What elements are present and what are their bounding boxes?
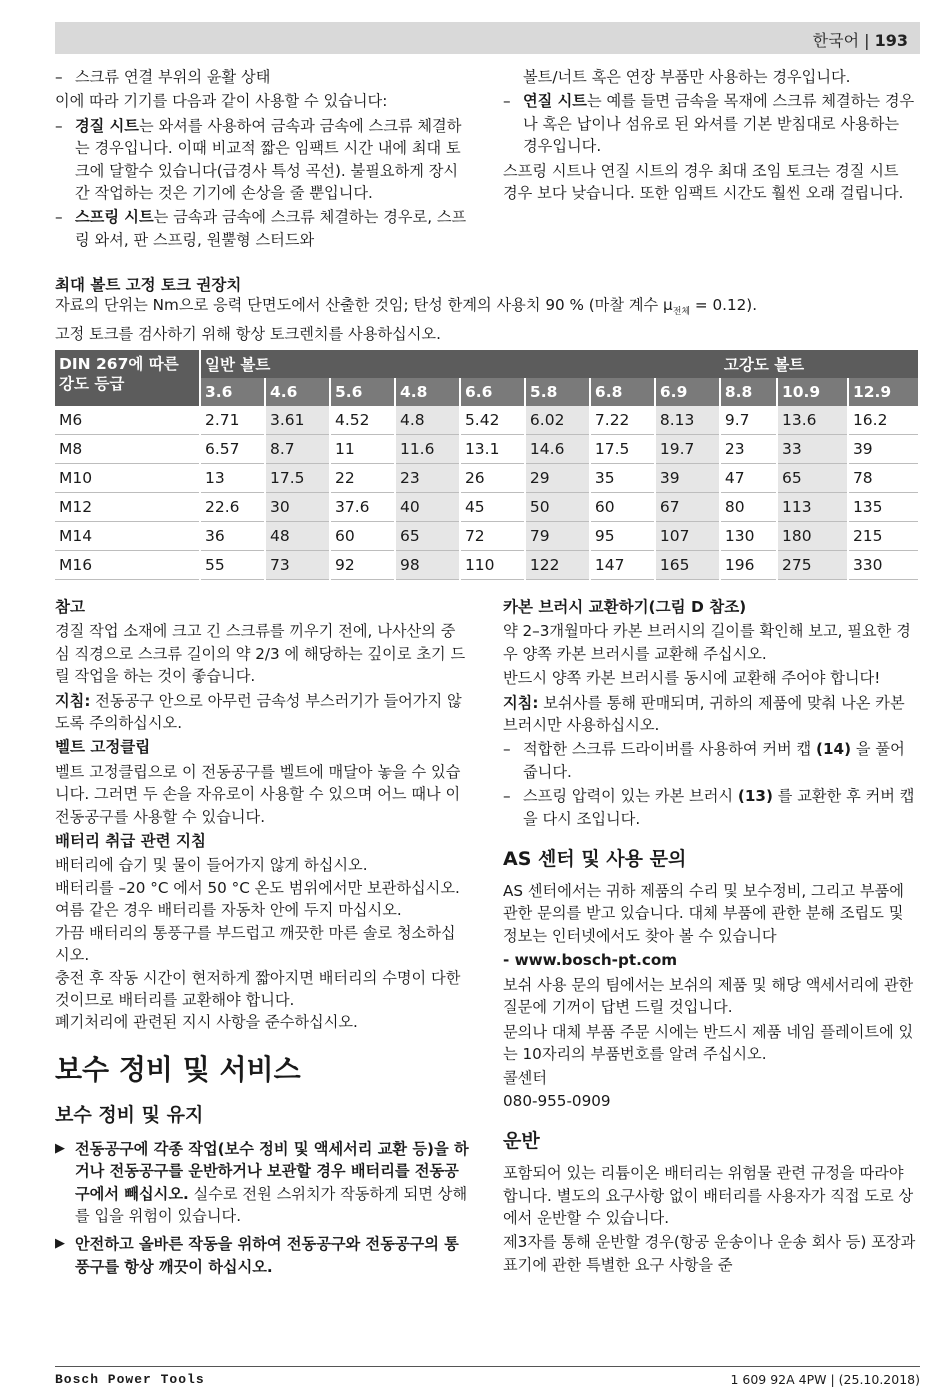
torque-value-cell: 37.6 — [330, 493, 395, 522]
warning-remove-battery: ▶ 전동공구에 각종 작업(보수 정비 및 액세서리 교환 등)을 하거나 전동공구를 운반하거나 보관할 경우 배터리를 전동공구에서 빼십시오. 실수로 전원 스위치가 작동하게 되면 상해를 입을 위험이 있습니다. — [55, 1139, 469, 1225]
carbon-brush-title: 카본 브러시 교환하기(그림 D 참조) — [503, 598, 747, 616]
torque-value-cell: 6.57 — [200, 435, 265, 464]
bolt-size-cell: M16 — [55, 551, 200, 580]
torque-value-cell: 14.6 — [525, 435, 590, 464]
page-header — [55, 22, 920, 54]
torque-value-cell: 55 — [200, 551, 265, 580]
list-item-soft-seat: – 연질 시트는 예를 들면 금속을 목재에 스크류 체결하는 경우나 혹은 납이나 섬유로 된 와셔를 기본 받침대로 사용하는 경우입니다. — [503, 92, 915, 156]
torque-value-cell: 79 — [525, 522, 590, 551]
torque-value-cell: 8.7 — [265, 435, 330, 464]
metal-debris-note: 지침: 전동공구 안으로 아무런 금속성 부스러기가 들어가지 않도록 주의하십시오. — [55, 691, 462, 733]
torque-value-cell: 40 — [395, 493, 460, 522]
torque-value-cell: 147 — [590, 551, 655, 580]
torque-value-cell: 98 — [395, 551, 460, 580]
reference-title: 참고 — [55, 598, 85, 616]
torque-value-cell: 275 — [777, 551, 848, 580]
grade-header: 5.8 — [525, 378, 590, 406]
table-row — [55, 464, 919, 493]
bosch-logo: Bosch Power Tools — [55, 1372, 205, 1387]
battery-text: 배터리를 –20 °C 에서 50 °C 온도 범위에서만 보관하십시오. 여름 같은 경우 배터리를 자동차 안에 두지 마십시오. — [55, 878, 460, 920]
torque-value-cell: 67 — [655, 493, 720, 522]
top-right-column — [503, 66, 918, 206]
torque-value-cell: 13.6 — [777, 406, 848, 435]
battery-text: 배터리에 습기 및 물이 들어가지 않게 하십시오. — [55, 856, 368, 875]
table-row — [55, 522, 919, 551]
torque-value-cell: 39 — [655, 464, 720, 493]
grade-header: 4.8 — [395, 378, 460, 406]
website-link[interactable]: - www.bosch-pt.com — [503, 951, 678, 970]
list-item-continued: 볼트/너트 혹은 연장 부품만 사용하는 경우입니다. — [523, 68, 851, 86]
torque-title: 최대 볼트 고정 토크 권장치 — [55, 276, 242, 294]
torque-value-cell: 107 — [655, 522, 720, 551]
header-language: 한국어 — [812, 31, 860, 50]
torque-value-cell: 16.2 — [848, 406, 919, 435]
torque-value-cell: 2.71 — [200, 406, 265, 435]
list-item-hard-seat: – 경질 시트는 와셔를 사용하여 금속과 금속에 스크류 체결하는 경우입니다. 이때 비교적 짧은 임팩트 시간 내에 최대 토크에 달할수 있습니다(급경사 특성 곡선). 불필요하게 장시간 작업하는 것은 기기에 손상을 줄 뿐입니다. — [55, 116, 462, 203]
torque-value-cell: 65 — [395, 522, 460, 551]
grade-header: 3.6 — [200, 378, 265, 406]
torque-value-cell: 3.61 — [265, 406, 330, 435]
bolt-size-cell: M14 — [55, 522, 200, 551]
lower-left-column — [55, 596, 470, 1284]
torque-value-cell: 8.13 — [655, 406, 720, 435]
grade-header: 6.8 — [590, 378, 655, 406]
bolt-size-cell: M8 — [55, 435, 200, 464]
torque-value-cell: 130 — [720, 522, 777, 551]
reference-text: 경질 작업 소재에 크고 긴 스크류를 끼우기 전에, 나사산의 중심 직경으로 스크류 길이의 약 2/3 에 해당하는 깊이로 초기 드릴 작업을 하는 것이 좋습니다. — [55, 622, 466, 686]
seat-summary: 스프링 시트나 연질 시트의 경우 최대 조임 토크는 경질 시트 경우 보다 낮습니다. 또한 임팩트 시간도 훨씬 오래 걸립니다. — [503, 161, 904, 203]
carbon-brush-note: 지침: 보쉬사를 통해 판매되며, 귀하의 제품에 맞춰 나온 카본 브러시만 사용하십시오. — [503, 693, 905, 735]
torque-value-cell: 17.5 — [590, 435, 655, 464]
torque-table — [55, 350, 920, 580]
torque-value-cell: 80 — [720, 493, 777, 522]
page-number: 193 — [874, 31, 908, 50]
torque-value-cell: 9.7 — [720, 406, 777, 435]
torque-value-cell: 47 — [720, 464, 777, 493]
torque-value-cell: 72 — [460, 522, 525, 551]
torque-value-cell: 330 — [848, 551, 919, 580]
grade-header: 5.6 — [330, 378, 395, 406]
grade-header: 4.6 — [265, 378, 330, 406]
call-center-number: 080-955-0909 — [503, 1091, 611, 1110]
triangle-bullet-icon: ▶ — [55, 1140, 65, 1156]
torque-value-cell: 17.5 — [265, 464, 330, 493]
as-center-text: AS 센터에서는 귀하 제품의 수리 및 보수정비, 그리고 부품에 관한 문의를 받고 있습니다. 대체 부품에 관한 분해 조립도 및 정보는 인터넷에서도 찾아 볼 수 있습니다 — [503, 882, 904, 945]
torque-value-cell: 13 — [200, 464, 265, 493]
torque-note: 자료의 단위는 Nm으로 응력 단면도에서 산출한 것임; 탄성 한계의 사용치 90 % (마찰 계수 $\mu_{전체} = 0.12$). 고정 토크를 검사하기 위해 항상 토크렌치를 사용하십시오. — [55, 296, 758, 343]
torque-value-cell: 92 — [330, 551, 395, 580]
call-center-label: 콜센터 — [503, 1069, 548, 1088]
torque-value-cell: 4.52 — [330, 406, 395, 435]
triangle-bullet-icon: ▶ — [55, 1236, 65, 1252]
torque-value-cell: 35 — [590, 464, 655, 493]
torque-value-cell: 36 — [200, 522, 265, 551]
din-header: DIN 267에 따른 강도 등급 — [55, 350, 200, 406]
torque-value-cell: 5.42 — [460, 406, 525, 435]
belt-clip-title: 벨트 고정클립 — [55, 738, 151, 757]
service-title: 보수 정비 및 서비스 — [55, 1052, 301, 1086]
list-item-spring-seat: – 스프링 시트는 금속과 금속에 스크류 체결하는 경우로, 스프링 와셔, 판 스프링, 원뿔형 스터드와 — [55, 208, 467, 249]
torque-value-cell: 23 — [720, 435, 777, 464]
torque-value-cell: 11 — [330, 435, 395, 464]
top-left-column — [55, 66, 470, 253]
grade-header: 12.9 — [848, 378, 919, 406]
step-remove-cap: – 적합한 스크류 드라이버를 사용하여 커버 캡 (14) 을 풀어 줍니다. — [503, 740, 905, 781]
torque-value-cell: 48 — [265, 522, 330, 551]
torque-value-cell: 39 — [848, 435, 919, 464]
transport-text: 포함되어 있는 리튬이온 배터리는 위험물 관련 규정을 따라야 합니다. 별도의 요구사항 없이 배터리를 사용자가 직접 도로 상에서 운반할 수 있습니다. — [503, 1164, 914, 1227]
maintenance-title: 보수 정비 및 유지 — [55, 1103, 204, 1126]
torque-value-cell: 180 — [777, 522, 848, 551]
torque-value-cell: 29 — [525, 464, 590, 493]
torque-value-cell: 110 — [460, 551, 525, 580]
battery-text: 충전 후 작동 시간이 현저하게 짧아지면 배터리의 수명이 다한 것이므로 배터리를 교환해야 합니다. — [55, 968, 461, 1009]
torque-value-cell: 22.6 — [200, 493, 265, 522]
as-center-text: 보쉬 사용 문의 팀에서는 보쉬의 제품 및 해당 액세서리에 관한 질문에 기꺼이 답변 드릴 것입니다. — [503, 975, 914, 1017]
warning-keep-clean: ▶ 안전하고 올바른 작동을 위하여 전동공구와 전동공구의 통풍구를 항상 깨끗이 하십시오. — [55, 1235, 459, 1276]
document-code: 1 609 92A 4PW | (25.10.2018) — [730, 1372, 920, 1387]
torque-value-cell: 196 — [720, 551, 777, 580]
torque-value-cell: 4.8 — [395, 406, 460, 435]
high-strength-bolt-header: 고강도 볼트 — [720, 350, 919, 378]
torque-value-cell: 26 — [460, 464, 525, 493]
torque-value-cell: 45 — [460, 493, 525, 522]
grade-header: 8.8 — [720, 378, 777, 406]
battery-text: 폐기처리에 관련된 지시 사항을 준수하십시오. — [55, 1013, 358, 1032]
table-row — [55, 406, 919, 435]
battery-title: 배터리 취급 관련 지침 — [55, 832, 206, 851]
torque-value-cell: 122 — [525, 551, 590, 580]
torque-value-cell: 11.6 — [395, 435, 460, 464]
torque-value-cell: 113 — [777, 493, 848, 522]
grade-header: 6.6 — [460, 378, 525, 406]
torque-value-cell: 13.1 — [460, 435, 525, 464]
bolt-size-cell: M6 — [55, 406, 200, 435]
torque-value-cell: 30 — [265, 493, 330, 522]
torque-value-cell: 23 — [395, 464, 460, 493]
torque-value-cell: 95 — [590, 522, 655, 551]
list-item: – 스크류 연결 부위의 윤활 상태 — [55, 68, 271, 86]
torque-value-cell: 60 — [590, 493, 655, 522]
intro-text: 이에 따라 기기를 다음과 같이 사용할 수 있습니다: — [55, 92, 388, 111]
transport-text: 제3자를 통해 운반할 경우(항공 운송이나 운송 회사 등) 포장과 표기에 관한 특별한 요구 사항을 준 — [503, 1233, 916, 1274]
grade-header: 10.9 — [777, 378, 848, 406]
lower-right-column — [503, 596, 918, 1278]
battery-text: 가끔 배터리의 통풍구를 부드럽고 깨끗한 마른 솔로 청소하십시오. — [55, 923, 456, 965]
general-bolt-header: 일반 볼트 — [200, 350, 720, 378]
carbon-brush-text: 반드시 양쪽 카본 브러시를 동시에 교환해 주어야 합니다! — [503, 669, 881, 688]
grade-header: 6.9 — [655, 378, 720, 406]
step-replace-brush: – 스프링 압력이 있는 카본 브러시 (13) 를 교환한 후 커버 캡을 다시 조입니다. — [503, 787, 915, 828]
as-center-title: AS 센터 및 사용 문의 — [503, 848, 687, 871]
transport-title: 운반 — [503, 1130, 540, 1153]
torque-value-cell: 50 — [525, 493, 590, 522]
torque-value-cell: 33 — [777, 435, 848, 464]
torque-value-cell: 6.02 — [525, 406, 590, 435]
table-row — [55, 435, 919, 464]
as-center-text: 문의나 대체 부품 주문 시에는 반드시 제품 네임 플레이트에 있는 10자리의 부품번호를 알려 주십시오. — [503, 1022, 914, 1063]
table-row — [55, 551, 919, 580]
torque-value-cell: 135 — [848, 493, 919, 522]
bolt-size-cell: M10 — [55, 464, 200, 493]
table-row — [55, 493, 919, 522]
header-text: 한국어 | 193 — [812, 31, 908, 50]
footer-divider — [55, 1366, 920, 1367]
torque-value-cell: 22 — [330, 464, 395, 493]
carbon-brush-text: 약 2–3개월마다 카본 브러시의 길이를 확인해 보고, 필요한 경우 양쪽 카본 브러시를 교환해 주십시오. — [503, 622, 911, 663]
torque-value-cell: 78 — [848, 464, 919, 493]
torque-value-cell: 165 — [655, 551, 720, 580]
torque-value-cell: 65 — [777, 464, 848, 493]
torque-value-cell: 215 — [848, 522, 919, 551]
torque-value-cell: 7.22 — [590, 406, 655, 435]
belt-clip-text: 벨트 고정클립으로 이 전동공구를 벨트에 매달아 놓을 수 있습니다. 그러면 두 손을 자유로이 사용할 수 있으며 어느 때나 이 전동공구를 사용할 수 있습니다. — [55, 762, 461, 826]
torque-value-cell: 73 — [265, 551, 330, 580]
torque-value-cell: 19.7 — [655, 435, 720, 464]
torque-value-cell: 60 — [330, 522, 395, 551]
bolt-size-cell: M12 — [55, 493, 200, 522]
